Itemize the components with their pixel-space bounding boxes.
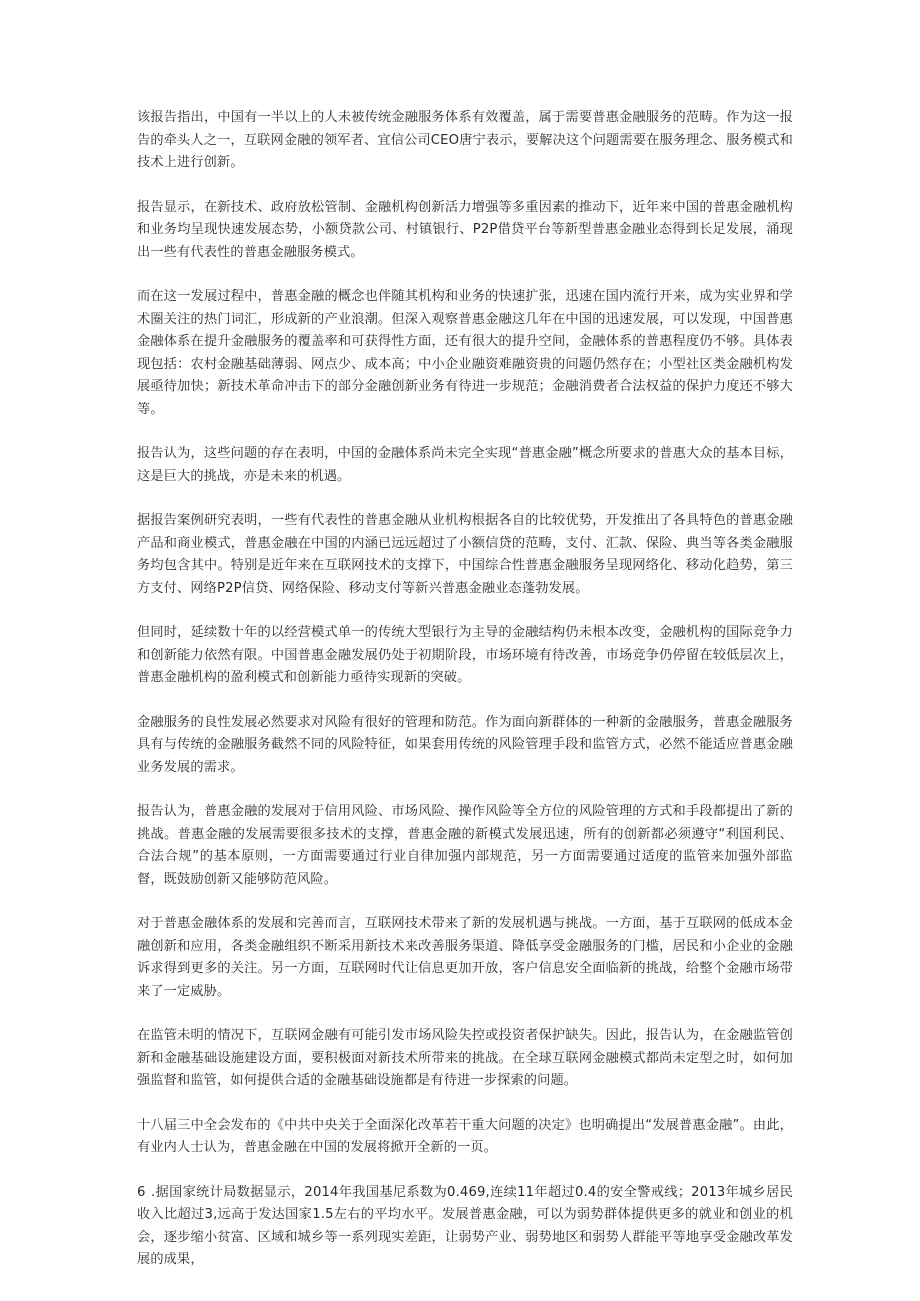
- paragraph-5: 据报告案例研究表明，一些有代表性的普惠金融从业机构根据各自的比较优势，开发推出了各具特色的普惠金融产品和商业模式，普惠金融在中国的内涵已远远超过了小额信贷的范畴，支付、汇款、保险、典当等各类金融服务均包含其中。特别是近年来在互联网技术的支撑下，中国综合性普惠金融服务呈现网络化、移动化趋势，第三方支付、网络P2P信贷、网络保险、移动支付等新兴普惠金融业态蓬勃发展。: [137, 513, 793, 596]
- paragraph-8: 报告认为，普惠金融的发展对于信用风险、市场风险、操作风险等全方位的风险管理的方式和手段都提出了新的挑战。普惠金融的发展需要很多技术的支撑，普惠金融的新模式发展迅速，所有的创新都必须遵守“利国利民、合法合规”的基本原则，一方面需要通过行业自律加强内部规范，另一方面需要通过适度的监管来加强外部监督，既鼓励创新又能够防范风险。: [137, 804, 793, 887]
- paragraph-3: 而在这一发展过程中，普惠金融的概念也伴随其机构和业务的快速扩张，迅速在国内流行开来，成为实业界和学术圈关注的热门词汇，形成新的产业浪潮。但深入观察普惠金融这几年在中国的迅速发展，可以发现，中国普惠金融体系在提升金融服务的覆盖率和可获得性方面，还有很大的提升空间，金融体系的普惠程度仍不够。具体表现包括：农村金融基础薄弱、网点少、成本高；中小企业融资难融资贵的问题仍然存在；小型社区类金融机构发展亟待加快；新技术革命冲击下的部分金融创新业务有待进一步规范；金融消费者合法权益的保护力度还不够大等。: [137, 289, 793, 417]
- paragraph-6: 但同时，延续数十年的以经营模式单一的传统大型银行为主导的金融结构仍未根本改变，金融机构的国际竞争力和创新能力依然有限。中国普惠金融发展仍处于初期阶段，市场环境有待改善，市场竞争仍停留在较低层次上，普惠金融机构的盈利模式和创新能力亟待实现新的突破。: [137, 625, 793, 685]
- paragraph-2: 报告显示，在新技术、政府放松管制、金融机构创新活力增强等多重因素的推动下，近年来中国的普惠金融机构和业务均呈现快速发展态势，小额贷款公司、村镇银行、P2P借贷平台等新型普惠金融业态得到长足发展，涌现出一些有代表性的普惠金融服务模式。: [137, 199, 793, 260]
- paragraph-1: 该报告指出，中国有一半以上的人未被传统金融服务体系有效覆盖，属于需要普惠金融服务的范畴。作为这一报告的牵头人之一，互联网金融的领军者、宜信公司CEO唐宁表示，要解决这个问题需要在服务理念、服务模式和技术上进行创新。: [137, 110, 793, 170]
- paragraph-10: 在监管未明的情况下，互联网金融有可能引发市场风险失控或投资者保护缺失。因此，报告认为，在金融监管创新和金融基础设施建设方面，要积极面对新技术所带来的挑战。在全球互联网金融模式都尚未定型之时，如何加强监督和监管，如何提供合适的金融基础设施都是有待进一步探索的问题。: [137, 1028, 793, 1088]
- numbered-paragraph: [137, 1182, 793, 1272]
- paragraph-4: 报告认为，这些问题的存在表明，中国的金融体系尚未完全实现“普惠金融”概念所要求的普惠大众的基本目标，这是巨大的挑战，亦是未来的机遇。: [137, 446, 793, 484]
- numbered-paragraph-text: .据国家统计局数据显示，2014年我国基尼系数为0.469,连续11年超过0.4的安全警戒线；2013年城乡居民收入比超过3,远高于发达国家1.5左右的平均水平。发展普惠金融，可以为弱势群体提供更多的就业和创业的机会，逐步缩小贫富、区域和城乡等一系列现实差距，让弱势产业、弱势地区和弱势人群能平等地享受金融改革发展的成果，: [137, 1184, 793, 1267]
- paragraph-7: 金融服务的良性发展必然要求对风险有很好的管理和防范。作为面向新群体的一种新的金融服务，普惠金融服务具有与传统的金融服务截然不同的风险特征，如果套用传统的风险管理手段和监管方式，必然不能适应普惠金融业务发展的需求。: [137, 714, 793, 775]
- document-body: [137, 107, 793, 1294]
- paragraph-11: 十八届三中全会发布的《中共中央关于全面深化改革若干重大问题的决定》也明确提出“发展普惠金融”。由此，有业内人士认为，普惠金融在中国的发展将掀开全新的一页。: [137, 1117, 793, 1155]
- paragraph-number: 6: [137, 1184, 146, 1200]
- paragraph-9: 对于普惠金融体系的发展和完善而言，互联网技术带来了新的发展机遇与挑战。一方面，基于互联网的低成本金融创新和应用，各类金融组织不断采用新技术来改善服务渠道、降低享受金融服务的门槛，居民和小企业的金融诉求得到更多的关注。另一方面，互联网时代让信息更加开放，客户信息安全面临新的挑战，给整个金融市场带来了一定威胁。: [137, 916, 793, 999]
